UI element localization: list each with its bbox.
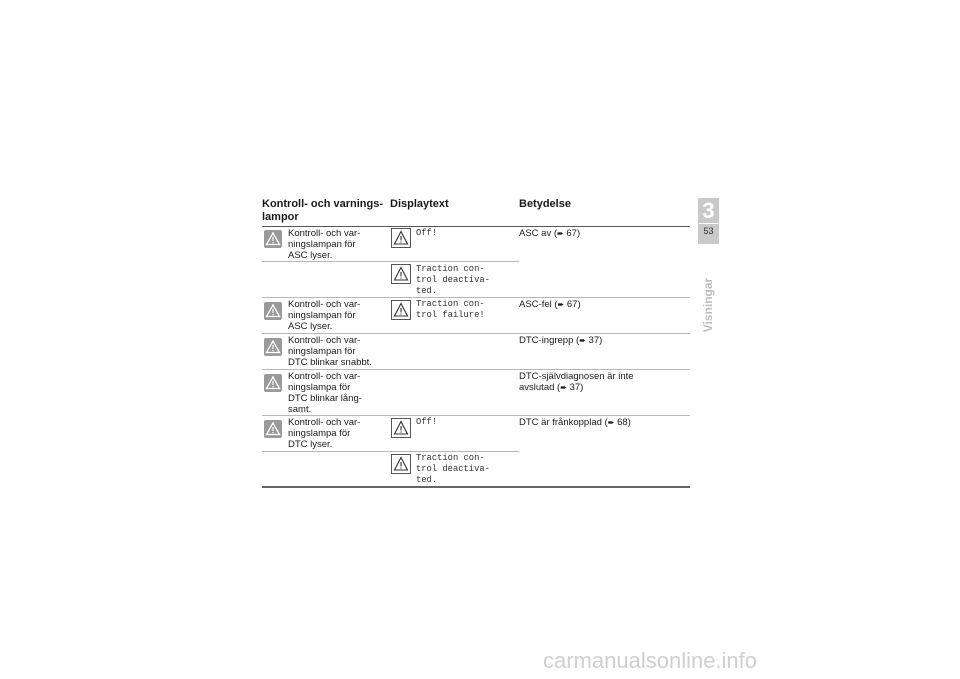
lamp-description: Kontroll- och var- ningslampa för DTC lyser.	[288, 417, 361, 450]
row-separator	[262, 369, 690, 370]
column-header-display: Displaytext	[390, 198, 449, 210]
display-warning-icon	[391, 264, 411, 284]
row-separator	[390, 261, 519, 262]
row-separator	[262, 451, 519, 452]
chapter-tab	[698, 198, 719, 244]
display-warning-icon	[391, 454, 411, 474]
header-rule	[262, 226, 690, 227]
meaning-text: DTC-ingrepp (➨ 37)	[519, 335, 603, 346]
table-bottom-rule	[262, 486, 690, 488]
display-warning-icon	[391, 300, 411, 320]
warning-lamp-icon	[264, 302, 282, 320]
warning-lamp-icon	[264, 374, 282, 392]
display-warning-icon	[391, 228, 411, 248]
meaning-text: ASC av (➨ 67)	[519, 228, 581, 239]
display-text: Traction con- trol failure!	[416, 299, 485, 320]
reference-arrow-icon: ➨	[557, 229, 564, 238]
row-separator	[262, 415, 690, 416]
reference-arrow-icon: ➨	[607, 418, 615, 427]
meaning-text: ASC-fel (➨ 67)	[519, 299, 581, 310]
lamp-description: Kontroll- och var- ningslampan för ASC lyser.	[288, 299, 361, 332]
display-text: Off!	[416, 228, 438, 238]
row-separator	[262, 333, 690, 334]
meaning-text: DTC är frånkopplad (➨ 68)	[519, 417, 631, 428]
column-header-meaning: Betydelse	[519, 198, 571, 210]
column-header-lamps: Kontroll- och varnings- lampor	[262, 198, 383, 223]
chapter-divider	[699, 223, 718, 224]
reference-arrow-icon: ➨	[557, 300, 565, 309]
warning-lamp-icon	[264, 230, 282, 248]
lamp-description: Kontroll- och var- ningslampa för DTC blinkar lång- samt.	[288, 371, 362, 415]
section-label: Visningar	[701, 277, 715, 333]
lamp-description: Kontroll- och var- ningslampan för ASC lyser.	[288, 228, 361, 261]
chapter-number: 3	[702, 198, 715, 223]
row-separator	[262, 261, 390, 262]
reference-arrow-icon: ➨	[560, 383, 567, 392]
warning-lamp-icon	[264, 420, 282, 438]
warning-lamp-icon	[264, 338, 282, 356]
reference-arrow-icon: ➨	[579, 336, 586, 345]
page-number: 53	[703, 226, 714, 236]
display-text: Traction con- trol deactiva- ted.	[416, 453, 490, 485]
meaning-text: DTC-självdiagnosen är inte avslutad (➨ 37)	[519, 371, 634, 393]
row-separator	[262, 297, 690, 298]
display-warning-icon	[391, 418, 411, 438]
display-text: Traction con- trol deactiva- ted.	[416, 264, 490, 296]
display-text: Off!	[416, 417, 438, 427]
watermark: carmanualsonline.info	[543, 648, 758, 673]
lamp-description: Kontroll- och var- ningslampan för DTC blinkar snabbt.	[288, 335, 372, 368]
